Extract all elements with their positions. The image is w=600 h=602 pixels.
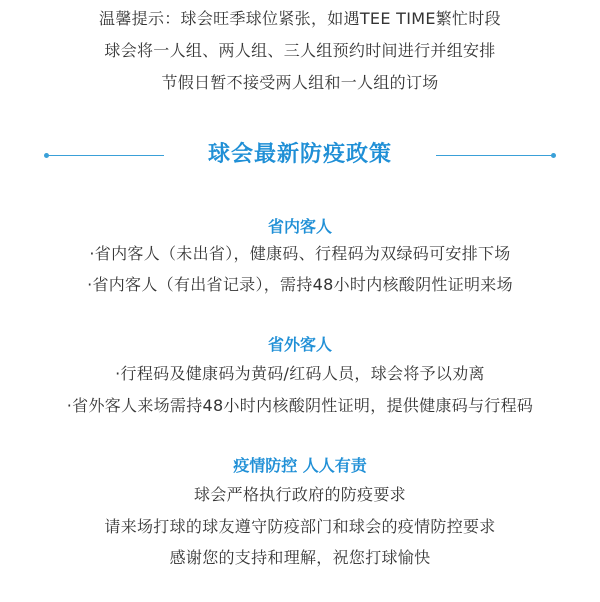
everyone-line-3: 感谢您的支持和理解，祝您打球愉快 xyxy=(169,548,431,567)
everyone-line-1: 球会严格执行政府的防疫要求 xyxy=(194,485,406,504)
in-province-heading: 省内客人 xyxy=(267,217,332,236)
policy-title-banner xyxy=(0,138,600,172)
in-province-item-1: ·省内客人（未出省），健康码、行程码为双绿码可安排下场 xyxy=(89,244,511,263)
out-province-item-2: ·省外客人来场需持48小时内核酸阴性证明，提供健康码与行程码 xyxy=(66,396,534,415)
notice-line-2: 球会将一人组、两人组、三人组预约时间进行并组安排 xyxy=(104,41,496,60)
everyone-line-2: 请来场打球的球友遵守防疫部门和球会的疫情防控要求 xyxy=(104,517,496,536)
right-divider-dot xyxy=(551,153,556,158)
policy-title: 球会最新防疫政策 xyxy=(207,142,392,167)
right-divider xyxy=(436,155,554,156)
in-province-item-2: ·省内客人（有出省记录），需持48小时内核酸阴性证明来场 xyxy=(87,275,513,294)
everyone-heading: 疫情防控 人人有责 xyxy=(233,456,367,475)
notice-line-3: 节假日暂不接受两人组和一人组的订场 xyxy=(161,73,439,92)
out-province-heading: 省外客人 xyxy=(267,335,332,354)
out-province-item-1: ·行程码及健康码为黄码/红码人员，球会将予以劝离 xyxy=(115,364,485,383)
notice-line-1: 温馨提示：球会旺季球位紧张，如遇TEE TIME繁忙时段 xyxy=(99,9,501,28)
